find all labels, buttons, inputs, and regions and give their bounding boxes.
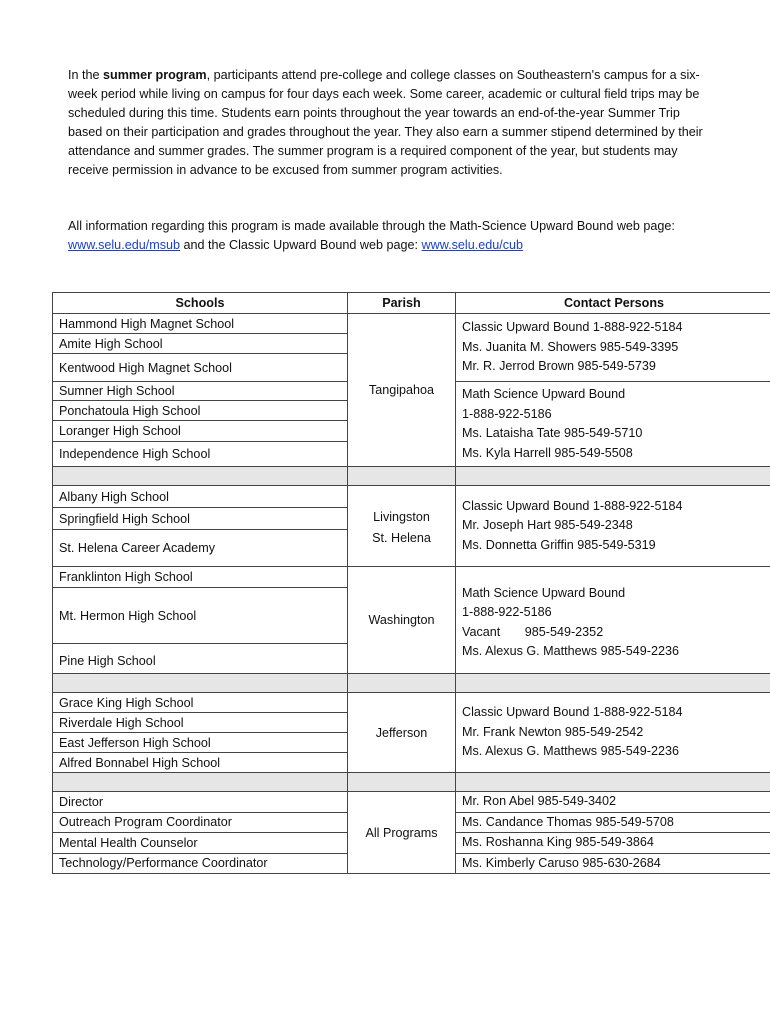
staff-role: Mental Health Counselor — [53, 833, 348, 854]
staff-contact: Mr. Ron Abel 985-549-3402 — [456, 792, 770, 813]
contact-line: Mr. Frank Newton 985-549-2542 — [462, 724, 644, 739]
contacts-table — [52, 292, 770, 874]
info-pre: All information regarding this program is made available through the Math-Science Upward Bound web page: — [68, 219, 675, 233]
contact-cell-classic — [456, 314, 770, 382]
cub-link[interactable]: www.selu.edu/cub — [421, 238, 524, 252]
contact-line: Vacant 985-549-2352 — [462, 624, 604, 639]
contact-line: Ms. Alexus G. Matthews 985-549-2236 — [462, 644, 680, 658]
header-contacts: Contact Persons — [456, 293, 770, 314]
staff-role: Technology/Performance Coordinator — [53, 853, 348, 874]
contact-cell-classic — [456, 486, 770, 567]
school-cell: Hammond High Magnet School — [53, 314, 348, 334]
contact-line: Classic Upward Bound 1-888-922-5184 — [462, 705, 683, 720]
school-cell: Ponchatoula High School — [53, 401, 348, 421]
staff-role: Outreach Program Coordinator — [53, 812, 348, 833]
contact-line: Ms. Juanita M. Showers 985-549-3395 — [462, 339, 679, 354]
intro-pre: In the — [68, 68, 104, 82]
school-cell: Loranger High School — [53, 421, 348, 442]
section-divider — [53, 674, 770, 693]
staff-contact: Ms. Roshanna King 985-549-3864 — [456, 833, 770, 854]
school-cell: Springfield High School — [53, 508, 348, 530]
summer-program-paragraph — [68, 66, 708, 180]
parish-sthelena: St. Helena — [372, 531, 431, 545]
school-cell: Grace King High School — [53, 693, 348, 713]
intro-body: , participants attend pre-college and college classes on Southeastern's campus for a six-week period while living on campus for four days each week. Some career, academic or cultural field trips may be scheduled during this time. Students earn points throughout the year towards an end-of-the-year Summer Trip based on their participation and grades throughout the year. They also earn a summer stipend determined by their attendance and summer grades. The summer program is a required component of the year, but students may receive permission in advance to be excused from summer program activities. — [68, 68, 703, 177]
school-cell: East Jefferson High School — [53, 733, 348, 753]
contact-line: Ms. Alexus G. Matthews 985-549-2236 — [462, 744, 680, 759]
school-cell: Pine High School — [53, 644, 348, 674]
header-parish: Parish — [348, 293, 456, 314]
contact-cell-classic — [456, 693, 770, 773]
contact-line: Classic Upward Bound 1-888-922-5184 — [462, 320, 683, 335]
section-divider — [53, 467, 770, 486]
parish-all-programs: All Programs — [348, 792, 456, 874]
parish-washington: Washington — [348, 567, 456, 674]
staff-contact: Ms. Candance Thomas 985-549-5708 — [456, 812, 770, 833]
header-schools: Schools — [53, 293, 348, 314]
contact-line: Mr. Joseph Hart 985-549-2348 — [462, 518, 633, 533]
contact-cell-math — [456, 567, 770, 674]
school-cell: Mt. Hermon High School — [53, 588, 348, 644]
school-cell: Riverdale High School — [53, 713, 348, 733]
info-paragraph — [68, 217, 708, 255]
parish-livingston-sthelena — [348, 486, 456, 567]
contact-line: Math Science Upward Bound — [462, 387, 626, 401]
msub-link[interactable]: www.selu.edu/msub — [68, 238, 180, 252]
contact-line: 1-888-922-5186 — [462, 406, 552, 421]
parish-livingston: Livingston — [373, 510, 430, 524]
contact-line: Classic Upward Bound 1-888-922-5184 — [462, 498, 683, 513]
school-cell: Sumner High School — [53, 382, 348, 401]
contact-line: 1-888-922-5186 — [462, 605, 552, 619]
summer-program-bold: summer program — [103, 68, 207, 82]
contact-cell-math — [456, 382, 770, 467]
school-cell: Alfred Bonnabel High School — [53, 753, 348, 773]
contact-line: Ms. Lataisha Tate 985-549-5710 — [462, 426, 643, 440]
info-mid: and the Classic Upward Bound web page: — [180, 238, 422, 252]
school-cell: Amite High School — [53, 334, 348, 354]
parish-jefferson: Jefferson — [348, 693, 456, 773]
staff-role: Director — [53, 792, 348, 813]
school-cell: Independence High School — [53, 442, 348, 467]
school-cell: Albany High School — [53, 486, 348, 508]
section-divider — [53, 773, 770, 792]
parish-tangipahoa: Tangipahoa — [348, 314, 456, 467]
school-cell: Franklinton High School — [53, 567, 348, 588]
school-cell: St. Helena Career Academy — [53, 530, 348, 567]
school-cell: Kentwood High Magnet School — [53, 354, 348, 382]
contact-line: Ms. Donnetta Griffin 985-549-5319 — [462, 537, 656, 552]
contact-line: Mr. R. Jerrod Brown 985-549-5739 — [462, 359, 656, 374]
staff-contact: Ms. Kimberly Caruso 985-630-2684 — [456, 853, 770, 874]
contact-line: Ms. Kyla Harrell 985-549-5508 — [462, 445, 633, 460]
contact-line: Math Science Upward Bound — [462, 585, 626, 600]
